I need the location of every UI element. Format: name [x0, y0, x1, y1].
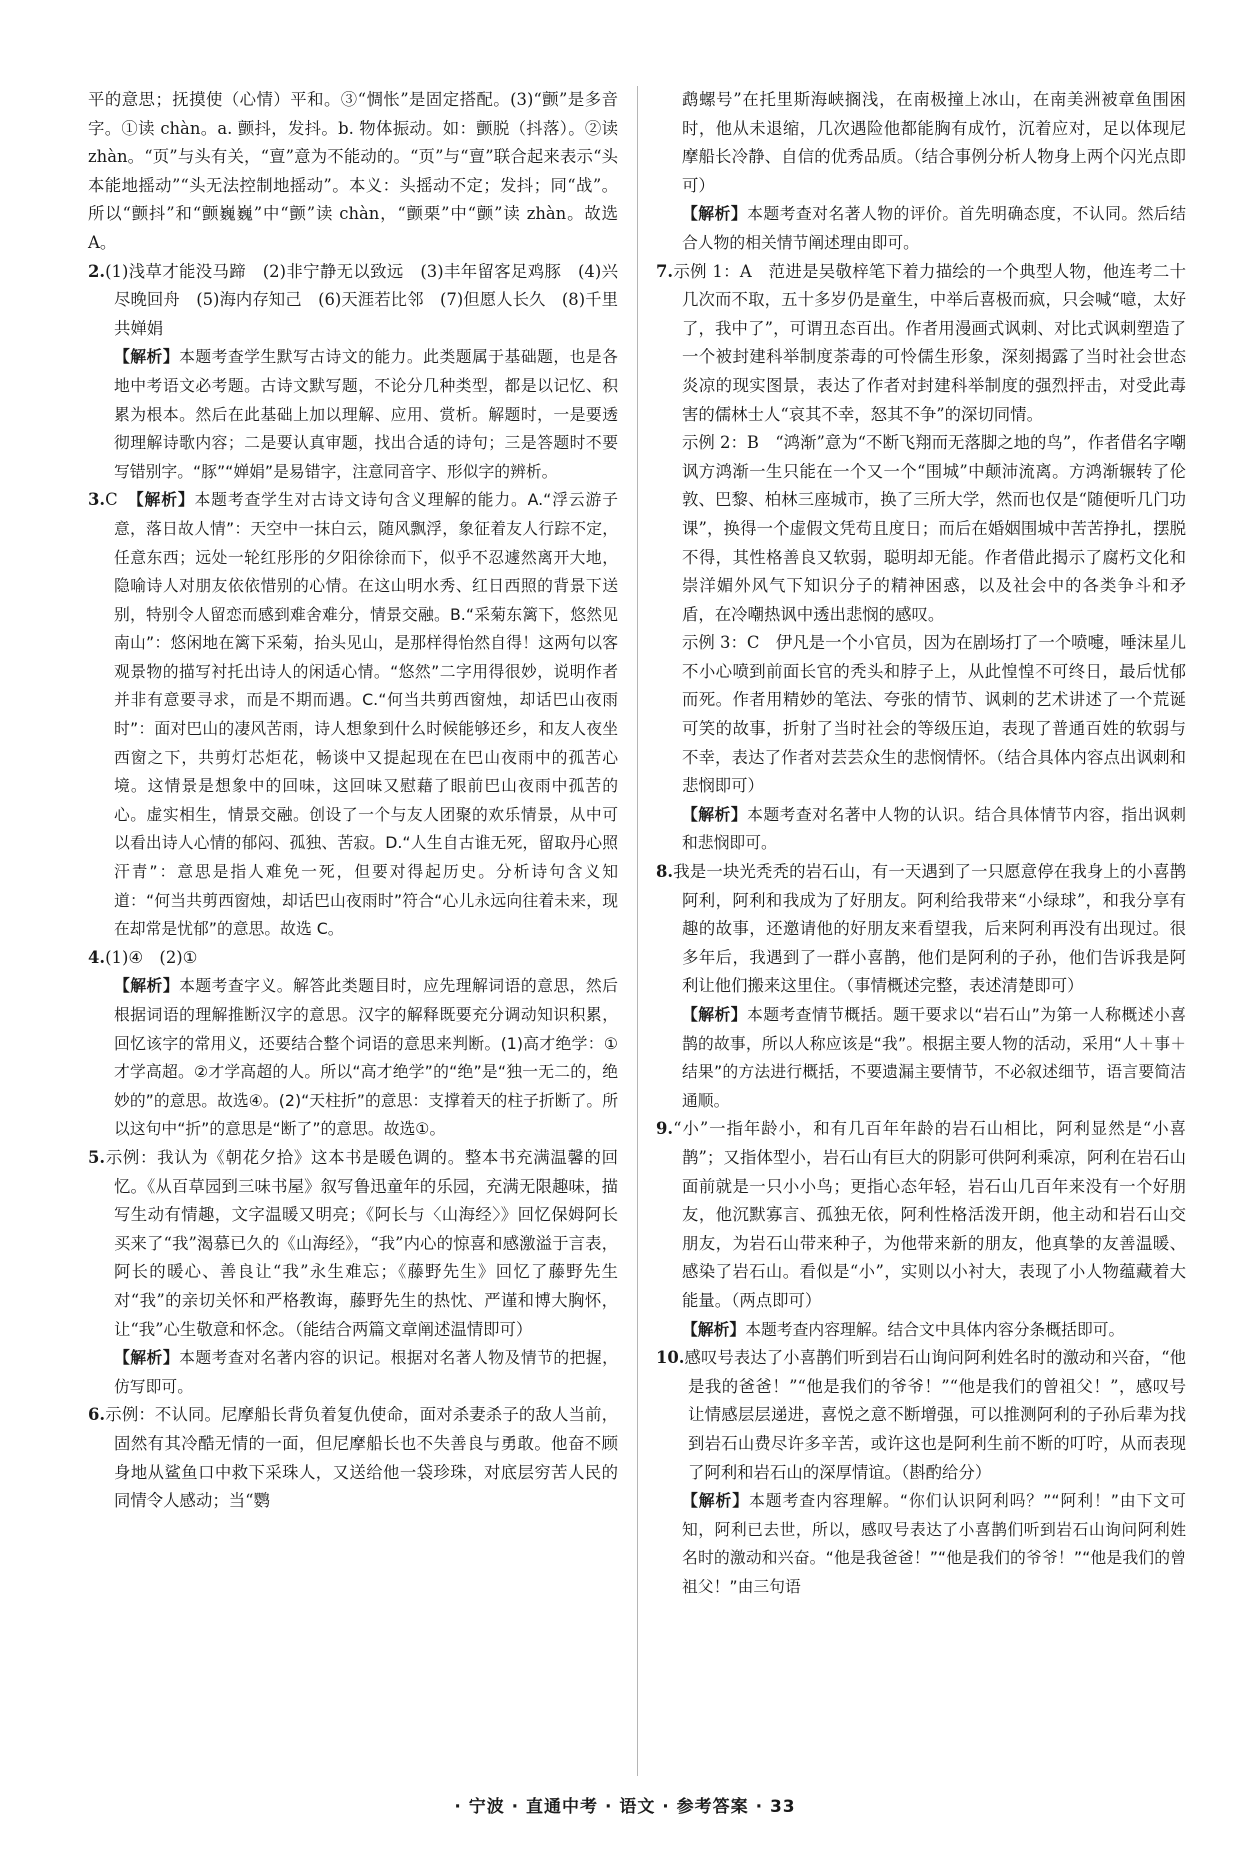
q5-number: 5. — [88, 1147, 106, 1167]
q8-answer — [656, 858, 1186, 1001]
q4-answer-text: (1)④ (2)① — [105, 947, 198, 967]
q7-analysis-text: 本题考查对名著中人物的认识。结合具体情节内容，指出讽刺和悲悯即可。 — [682, 804, 1186, 853]
q7-example-2: 示例 2：B “鸿渐”意为“不断飞翔而无落脚之地的鸟”，作者借名字嘲讽方鸿渐一生只能在一个又一个“围城”中颠沛流离。方鸿渐辗转了伦敦、巴黎、柏林三座城市，换了三所大学，然而也仅是“随便听几门功课”，换得一个虚假文凭苟且度日；而后在婚姻围城中苦苦挣扎，摆脱不得，其性格善良又软弱，聪明却无能。作者借此揭示了腐朽文化和崇洋媚外风气下知识分子的精神困惑，以及社会中的各类争斗和矛盾，在冷嘲热讽中透出悲悯的感叹。 — [682, 433, 1186, 624]
q8-answer-text: 我是一块光秃秃的岩石山，有一天遇到了一只愿意停在我身上的小喜鹊阿利，阿利和我成为了好朋友。阿利给我带来“小绿球”，和我分享有趣的故事，还邀请他的好朋友来看望我，后来阿利再没有出现过。很多年后，我遇到了一群小喜鹊，他们是阿利的子孙，他们告诉我是阿利让他们搬来这里住。（事情概述完整，表述清楚即可） — [673, 862, 1186, 996]
q3-analysis-text: 本题考查学生对古诗文诗句含义理解的能力。A.“浮云游子意，落日故人情”：天空中一抹白云，随风飘浮，象征着友人行踪不定，任意东西；远处一轮红彤彤的夕阳徐徐而下，似乎不忍遽然离开大地，隐喻诗人对朋友依依惜别的心情。在这山明水秀、红日西照的背景下送别，特别令人留恋而感到难舍难分，情景交融。B.“采菊东篱下，悠然见南山”：悠闲地在篱下采菊，抬头见山，是那样得怡然自得！这两句以客观景物的描写衬托出诗人的闲适心情。“悠然”二字用得很妙，说明作者并非有意要寻求，而是不期而遇。C.“何当共剪西窗烛，却话巴山夜雨时”：面对巴山的凄风苦雨，诗人想象到什么时候能够还乡，和友人夜坐西窗之下，共剪灯芯炬花，畅谈中又提起现在在巴山夜雨中的孤苦心境。这情景是想象中的回味，这回味又慰藉了眼前巴山夜雨中孤苦的心。虚实相生，情景交融。创设了一个与友人团聚的欢乐情景，从中可以看出诗人心情的郁闷、孤独、苦寂。D.“人生自古谁无死，留取丹心照汗青”：意思是指人难免一死，但要对得起历史。分析诗句含义知道：“何当共剪西窗烛，却话巴山夜雨时”符合“心儿永远向往着未来，现在却常是忧郁”的意思。故选 C。 — [114, 490, 618, 939]
q2-analysis-text: 本题考查学生默写古诗文的能力。此类题属于基础题，也是各地中考语文必考题。古诗文默写题，不论分几种类型，都是以记忆、积累为根本。然后在此基础上加以理解、应用、赏析。解题时，一是要透彻理解诗歌内容；二是要认真审题，找出合适的诗句；三是答题时不要写错别字。“豚”“婵娟”是易错字，注意同音字、形似字的辨析。 — [114, 347, 618, 481]
q4-analysis — [88, 972, 618, 1144]
q5-answer-text: 示例：我认为《朝花夕拾》这本书是暖色调的。整本书充满温馨的回忆。《从百草园到三味书屋》叙写鲁迅童年的乐园，充满无限趣味，描写生动有情趣，文字温暖又明亮；《阿长与〈山海经〉》回忆保姆阿长买来了“我”渴慕已久的《山海经》，“我”内心的惊喜和感激溢于言表，阿长的暖心、善良让“我”永生难忘；《藤野先生》回忆了藤野先生对“我”的亲切关怀和严格教诲，藤野先生的热忱、严谨和博大胸怀，让“我”心生敬意和怀念。（能结合两篇文章阐述温情即可） — [105, 1147, 618, 1339]
q2-analysis — [88, 343, 618, 486]
q8-analysis — [656, 1001, 1186, 1115]
q7-number: 7. — [656, 261, 674, 281]
q1-continuation: 平的意思；抚摸使（心情）平和。③“惆怅”是固定搭配。(3)“颤”是多音字。①读 chàn。a. 颤抖，发抖。b. 物体振动。如：颤脱（抖落）。②读 zhàn。“页”与头有关，“亶”意为不能动的。“页”与“亶”联合起来表示“头本能地摇动”“头无法控制地摇动”。本义：头摇动不定；发抖；同“战”。所以“颤抖”和“颤巍巍”中“颤”读 chàn，“颤栗”中“颤”读 zhàn。故选 A。 — [88, 90, 618, 252]
q4-answer — [88, 944, 618, 973]
q2-answer — [88, 258, 618, 344]
q5-analysis-tag: 【解析】 — [114, 1348, 180, 1368]
q5-answer — [88, 1144, 618, 1344]
q7-example-3: 示例 3：C 伊凡是一个小官员，因为在剧场打了一个喷嚏，唾沫星儿不小心喷到前面长官的秃头和脖子上，从此惶惶不可终日，最后忧郁而死。作者用精妙的笔法、夸张的情节、讽刺的艺术讲述了一个荒诞可笑的故事，折射了当时社会的等级压迫，表现了普通百姓的软弱与不幸，表达了作者对芸芸众生的悲悯情怀。（结合具体内容点出讽刺和悲悯即可） — [682, 633, 1186, 796]
q8-number: 8. — [656, 862, 674, 882]
q8-analysis-tag: 【解析】 — [682, 1005, 747, 1024]
q7-analysis-tag: 【解析】 — [682, 804, 748, 824]
q3-number: 3. — [88, 490, 106, 510]
q5-analysis-text: 本题考查对名著内容的识记。根据对名著人物及情节的把握，仿写即可。 — [114, 1348, 618, 1396]
q10-answer — [656, 1344, 1186, 1487]
right-column — [656, 86, 1186, 1601]
q4-analysis-text: 本题考查字义。解答此类题目时，应先理解词语的意思，然后根据词语的理解推断汉字的意思。汉字的解释既要充分调动知识积累，回忆该字的常用义，还要结合整个词语的意思来判断。(1)高才绝学：①才学高超。②才学高超的人。所以“高才绝学”的“绝”是“独一无二的，绝妙的”的意思。故选④。(2)“天柱折”的意思：支撑着天的柱子折断了。所以这句中“折”的意思是“断了”的意思。故选①。 — [114, 976, 618, 1139]
q2-answer-text: (1)浅草才能没马蹄 (2)非宁静无以致远 (3)丰年留客足鸡豚 (4)兴尽晚回舟 (5)海内存知己 (6)天涯若比邻 (7)但愿人长久 (8)千里共婵娟 — [105, 261, 618, 338]
q6-answer — [88, 1401, 618, 1515]
q5-analysis — [88, 1344, 618, 1401]
q4-analysis-tag: 【解析】 — [114, 976, 180, 996]
q6-answer-text: 示例：不认同。尼摩船长背负着复仇使命，面对杀妻杀子的敌人当前，固然有其冷酷无情的一面，但尼摩船长也不失善良与勇敢。他奋不顾身地从鲨鱼口中救下采珠人，又送给他一袋珍珠，对底层穷苦人民的同情令人感动；当“鹦 — [105, 1405, 618, 1511]
q6-analysis-tag: 【解析】 — [682, 204, 748, 224]
answer-page — [88, 86, 1198, 1776]
q4-number: 4. — [88, 947, 106, 967]
q10-answer-text: 感叹号表达了小喜鹊们听到岩石山询问阿利姓名时的激动和兴奋，“他是我的爸爸！”“他是我们的爷爷！”“他是我们的曾祖父！”，感叹号让情感层层递进，喜悦之意不断增强，可以推测阿利的子孙后辈为找到岩石山费尽许多辛苦，或许这也是阿利生前不断的叮咛，从而表现了阿利和岩石山的深厚情谊。（斟酌给分） — [684, 1348, 1186, 1482]
q6-number: 6. — [88, 1405, 106, 1425]
q10-analysis — [656, 1487, 1186, 1601]
q9-answer-text: “小”一指年龄小，和有几百年年龄的岩石山相比，阿利显然是“小喜鹊”；又指体型小，岩石山有巨大的阴影可供阿利乘凉，阿利在岩石山面前就是一只小小鸟；更指心态年轻，岩石山几百年来没有一个好朋友，他沉默寡言、孤独无依，阿利性格活泼开朗，他主动和岩石山交朋友，为岩石山带来种子，为他带来新的朋友，他真挚的友善温暖、感染了岩石山。看似是“小”，实则以小衬大，表现了小人物蕴藏着大能量。（两点即可） — [673, 1119, 1186, 1310]
q3-answer-text: C — [105, 490, 136, 510]
q6-continuation: 鹉螺号”在托里斯海峡搁浅，在南极撞上冰山，在南美洲被章鱼围困时，他从未退缩，几次遇险他都能胸有成竹，沉着应对，足以体现尼摩船长冷静、自信的优秀品质。（结合事例分析人物身上两个闪光点即可） — [682, 90, 1186, 195]
q7-answer-text: 示例 1：A 范进是吴敬梓笔下着力描绘的一个典型人物，他连考二十几次而不取，五十多岁仍是童生，中举后喜极而疯，只会喊“噫，太好了，我中了”，可谓丑态百出。作者用漫画式讽刺、对比式讽刺塑造了一个被封建科举制度荼毒的可怜儒生形象，深刻揭露了当时社会世态炎凉的现实图景，表达了作者对封建科举制度的强烈抨击，对受此毒害的儒林士人“哀其不幸，怒其不争”的深切同情。 — [673, 261, 1186, 424]
q7-analysis — [656, 801, 1186, 858]
q9-analysis-tag: 【解析】 — [682, 1319, 746, 1339]
q9-answer — [656, 1115, 1186, 1315]
q6-analysis — [656, 200, 1186, 257]
q2-analysis-tag: 【解析】 — [114, 347, 180, 367]
q10-analysis-text: 本题考查内容理解。“你们认识阿利吗？”“阿利！”由下文可知，阿利已去世，所以，感叹号表达了小喜鹊们听到岩石山询问阿利姓名时的激动和兴奋。“他是我爸爸！”“他是我们的爷爷！”“他是我们的曾祖父！”由三句语 — [682, 1491, 1186, 1596]
q9-number: 9. — [656, 1119, 674, 1139]
left-column — [88, 86, 618, 1516]
q9-analysis — [656, 1316, 1186, 1345]
q10-analysis-tag: 【解析】 — [682, 1491, 750, 1511]
q3-analysis-tag: 【解析】 — [135, 490, 195, 510]
q8-analysis-text: 本题考查情节概括。题干要求以“岩石山”为第一人称概述小喜鹊的故事，所以人称应该是“我”。根据主要人物的活动，采用“人＋事＋结果”的方法进行概括，不要遗漏主要情节，不必叙述细节，语言要简洁通顺。 — [682, 1005, 1186, 1110]
q6-analysis-text: 本题考查对名著人物的评价。首先明确态度，不认同。然后结合人物的相关情节阐述理由即可。 — [682, 204, 1186, 252]
q10-number: 10. — [656, 1348, 685, 1368]
page-footer: · 宁波 · 直通中考 · 语文 · 参考答案 · 33 — [454, 1797, 796, 1817]
q7-answer — [656, 258, 1186, 430]
q9-analysis-text: 本题考查内容理解。结合文中具体内容分条概括即可。 — [745, 1319, 1125, 1339]
q2-number: 2. — [88, 261, 106, 281]
q3-answer — [88, 486, 618, 944]
column-divider — [637, 86, 638, 1776]
